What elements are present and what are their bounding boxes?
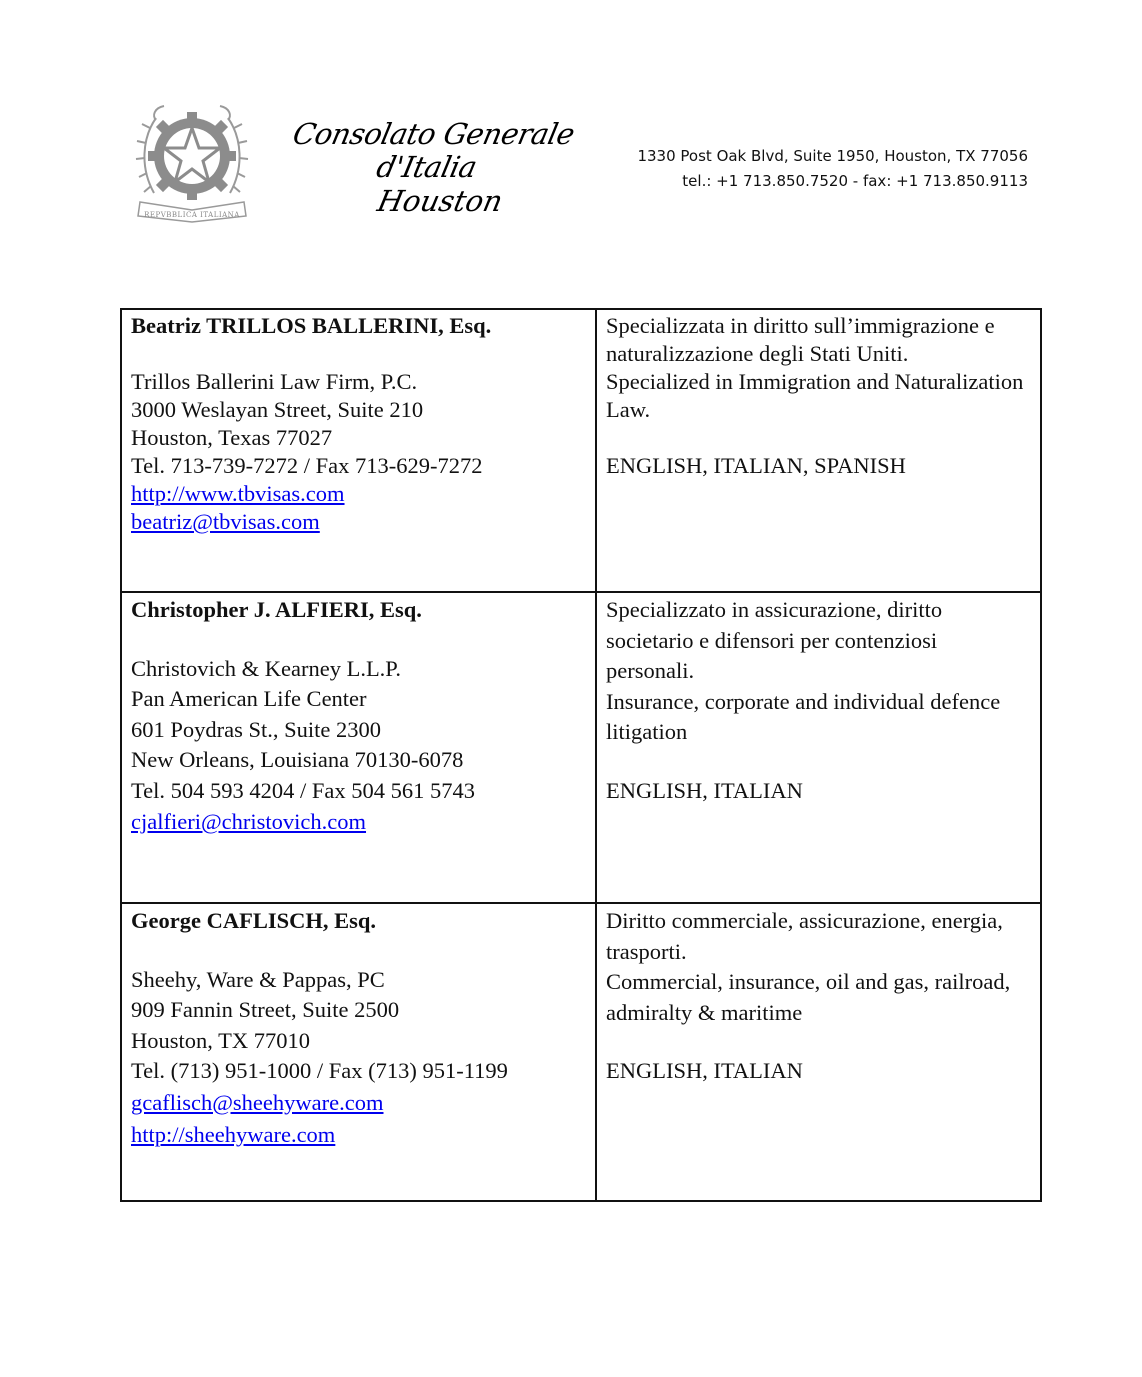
specialty-english: admiralty & maritime [606, 999, 803, 1025]
specialty-english: Law. [606, 397, 651, 422]
specialty-italian: Specializzato in assicurazione, diritto [606, 597, 943, 622]
specialty-cell [596, 309, 1041, 592]
consulate-address: 1330 Post Oak Blvd, Suite 1950, Houston, TX 77056 [637, 147, 1028, 165]
languages: ENGLISH, ITALIAN [606, 1058, 803, 1083]
table-row [121, 903, 1041, 1201]
phone-fax: Tel. 713-739-7272 / Fax 713-629-7272 [131, 453, 483, 478]
firm-name: Sheehy, Ware & Pappas, PC [131, 966, 385, 992]
specialty-english: Commercial, insurance, oil and gas, railroad, [606, 969, 1011, 994]
phone-fax: Tel. 504 593 4204 / Fax 504 561 5743 [131, 777, 476, 803]
consulate-contact [637, 144, 1028, 194]
title-line-2: Houston [374, 183, 506, 218]
attorney-contact-cell [121, 592, 596, 903]
specialty-english: litigation [606, 719, 688, 744]
specialty-italian: Diritto commerciale, assicurazione, energia, [606, 908, 1003, 933]
attorney-contact-cell [121, 309, 596, 592]
consulate-title [270, 118, 590, 218]
attorney-directory-table [120, 308, 1042, 1202]
email-link[interactable]: beatriz@tbvisas.com [131, 509, 320, 534]
attorney-name: Beatriz TRILLOS BALLERINI, Esq. [131, 313, 492, 338]
specialty-english: Specialized in Immigration and Naturalization [606, 369, 1024, 394]
specialty-italian: naturalizzazione degli Stati Uniti. [606, 341, 909, 366]
address-line: Houston, Texas 77027 [131, 425, 333, 450]
table-row [121, 592, 1041, 903]
attorney-name: Christopher J. ALFIERI, Esq. [131, 597, 422, 622]
email-link[interactable]: cjalfieri@christovich.com [131, 809, 367, 834]
specialty-italian: societario e difensori per contenziosi personali. [606, 627, 938, 683]
email-link[interactable]: gcaflisch@sheehyware.com [131, 1089, 384, 1115]
specialty-english: Insurance, corporate and individual defence [606, 688, 1001, 714]
address-line: New Orleans, Louisiana 70130-6078 [131, 747, 464, 772]
specialty-cell [596, 592, 1041, 903]
attorney-contact-cell [121, 903, 596, 1201]
address-line: Houston, TX 77010 [131, 1027, 310, 1053]
address-line: 3000 Weslayan Street, Suite 210 [131, 397, 424, 422]
specialty-cell [596, 903, 1041, 1201]
phone-fax: Tel. (713) 951-1000 / Fax (713) 951-1199 [131, 1058, 508, 1083]
firm-name: Trillos Ballerini Law Firm, P.C. [131, 369, 418, 394]
address-line: Pan American Life Center [131, 686, 367, 711]
languages: ENGLISH, ITALIAN, SPANISH [606, 453, 906, 478]
italian-republic-emblem-icon [134, 98, 250, 226]
website-link[interactable]: http://sheehyware.com [131, 1121, 336, 1147]
consulate-phone-fax: tel.: +1 713.850.7520 - fax: +1 713.850.9113 [682, 172, 1028, 190]
svg-text:REPVBBLICA ITALIANA: REPVBBLICA ITALIANA [144, 211, 240, 219]
firm-name: Christovich & Kearney L.L.P. [131, 655, 401, 681]
specialty-italian: Specializzata in diritto sull’immigrazione e [606, 313, 995, 338]
address-line: 601 Poydras St., Suite 2300 [131, 716, 382, 742]
specialty-italian: trasporti. [606, 938, 687, 964]
table-row [121, 309, 1041, 592]
website-link[interactable]: http://www.tbvisas.com [131, 481, 345, 506]
title-line-1: Consolato Generale d'Italia [289, 117, 578, 185]
address-line: 909 Fannin Street, Suite 2500 [131, 997, 400, 1022]
languages: ENGLISH, ITALIAN [606, 777, 803, 803]
attorney-name: George CAFLISCH, Esq. [131, 908, 377, 933]
